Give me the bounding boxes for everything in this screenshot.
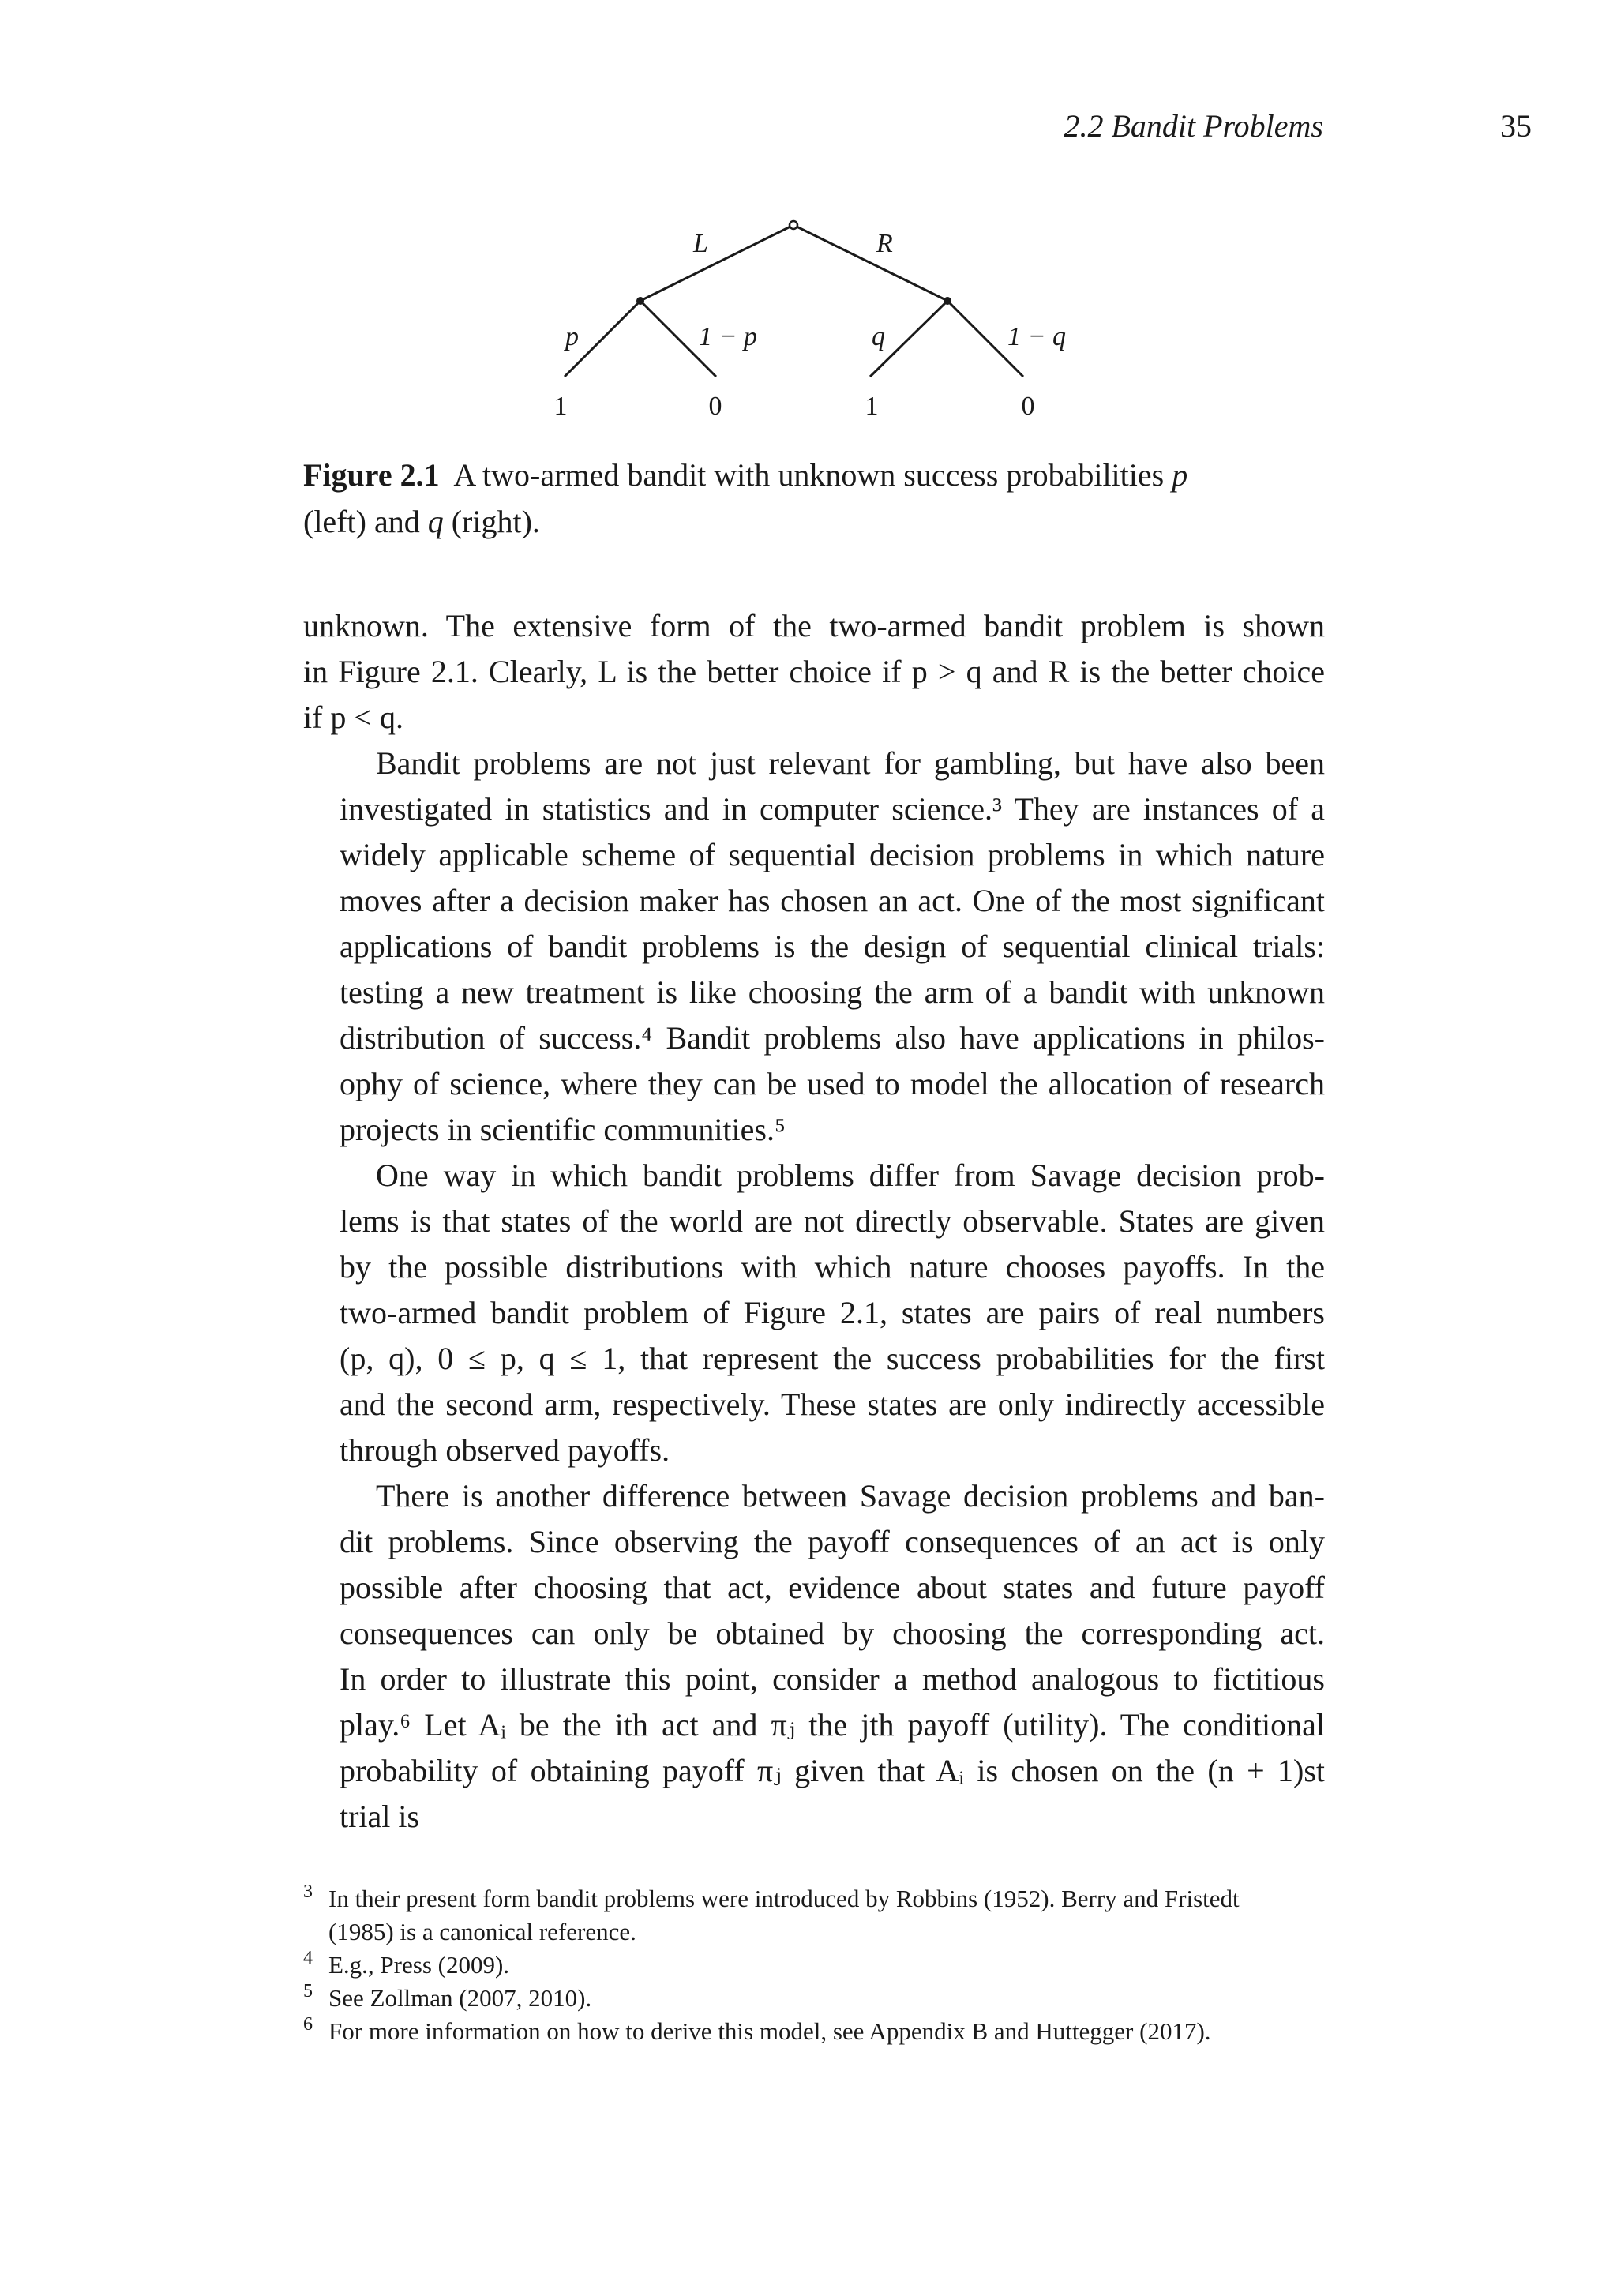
body-text [303, 603, 1325, 1840]
footnote-number: 4 [303, 1948, 313, 1968]
text-line: by the possible distributions with which nature chooses payoffs. In the [340, 1249, 1325, 1285]
payoff-leaf-1: 1 [553, 392, 568, 421]
chance-node-left [636, 297, 644, 305]
caption-text-3: (right). [443, 504, 540, 539]
text-line: consequences can only be obtained by choosing the corresponding act. [340, 1615, 1325, 1651]
payoff-leaf-3: 1 [865, 392, 879, 421]
caption-p: p [1172, 457, 1188, 493]
bandit-tree-diagram [537, 207, 1105, 436]
footnote-text: In their present form bandit problems were introduced by Robbins (1952). Berry and Fristedt [328, 1885, 1240, 1912]
payoff-leaf-4: 0 [1021, 392, 1035, 421]
footnote-4 [303, 1949, 1330, 1982]
label-branch-left: L [693, 229, 708, 258]
text-line: In order to illustrate this point, consider a method analogous to fictitious [340, 1661, 1325, 1697]
text-line: trial is [340, 1799, 420, 1834]
chance-node-right [944, 297, 951, 305]
text-line: widely applicable scheme of sequential decision problems in which nature [340, 837, 1325, 872]
text-line: One way in which bandit problems differ from Savage decision prob- [376, 1157, 1325, 1193]
footnotes [303, 1882, 1330, 2048]
payoff-leaf-2: 0 [708, 392, 722, 421]
root-node [790, 221, 797, 229]
footnote-number: 5 [303, 1981, 313, 2001]
text-line: investigated in statistics and in computer science.³ They are instances of a [340, 791, 1325, 827]
label-right-1mq: 1 − q [1007, 322, 1066, 351]
paragraph-3 [303, 1153, 1325, 1473]
footnote-3 [303, 1882, 1330, 1949]
text-line: There is another difference between Savage decision problems and ban- [376, 1478, 1325, 1514]
text-line: probability of obtaining payoff πⱼ given that Aᵢ is chosen on the (n + 1)st [340, 1753, 1325, 1788]
text-line: two-armed bandit problem of Figure 2.1, states are pairs of real numbers [340, 1295, 1325, 1330]
paragraph-4 [303, 1473, 1325, 1840]
caption-q: q [427, 504, 444, 539]
text-line: lems is that states of the world are not directly observable. States are given [340, 1203, 1325, 1239]
text-line: possible after choosing that act, evidence about states and future payoff [340, 1570, 1325, 1605]
label-right-q: q [872, 322, 885, 351]
footnote-5 [303, 1982, 1330, 2015]
text-line: moves after a decision maker has chosen an act. One of the most significant [340, 883, 1325, 918]
paragraph-2 [303, 741, 1325, 1153]
running-header: 2.2 Bandit Problems [1064, 108, 1323, 144]
text-line: and the second arm, respectively. These states are only indirectly accessible [340, 1386, 1325, 1422]
footnote-6 [303, 2015, 1330, 2048]
text-line: (p, q), 0 ≤ p, q ≤ 1, that represent the success probabilities for the first [340, 1341, 1325, 1376]
text-line: play.⁶ Let Aᵢ be the ith act and πⱼ the jth payoff (utility). The conditional [340, 1707, 1325, 1743]
text-line: if p < q. [303, 700, 403, 735]
footnote-text: (1985) is a canonical reference. [328, 1918, 636, 1945]
text-line: testing a new treatment is like choosing the arm of a bandit with unknown [340, 974, 1325, 1010]
figure-caption [303, 452, 1330, 545]
page-number: 35 [1500, 108, 1532, 144]
figure-label: Figure 2.1 [303, 457, 440, 493]
text-line: projects in scientific communities.⁵ [340, 1112, 786, 1147]
text-line: through observed payoffs. [340, 1432, 670, 1468]
edge-root-left [640, 225, 793, 301]
text-line: applications of bandit problems is the design of sequential clinical trials: [340, 929, 1325, 964]
text-line: unknown. The extensive form of the two-armed bandit problem is shown [303, 608, 1325, 643]
text-line: in Figure 2.1. Clearly, L is the better choice if p > q and R is the better choice [303, 654, 1325, 689]
text-line: distribution of success.⁴ Bandit problems also have applications in philos- [340, 1020, 1325, 1056]
text-line: dit problems. Since observing the payoff consequences of an act is only [340, 1524, 1325, 1559]
footnote-text: See Zollman (2007, 2010). [328, 1984, 592, 2012]
footnote-text: E.g., Press (2009). [328, 1951, 510, 1979]
text-line: ophy of science, where they can be used to model the allocation of research [340, 1066, 1325, 1101]
label-branch-right: R [876, 229, 893, 258]
footnote-number: 3 [303, 1881, 313, 1902]
paragraph-1 [303, 603, 1325, 741]
edge-root-right [793, 225, 947, 301]
label-left-1mp: 1 − p [699, 322, 757, 351]
caption-text-2: (left) and [303, 504, 428, 539]
label-left-p: p [565, 322, 579, 351]
footnote-text: For more information on how to derive this model, see Appendix B and Huttegger (2017). [328, 2017, 1211, 2045]
footnote-number: 6 [303, 2014, 313, 2035]
text-line: Bandit problems are not just relevant for gambling, but have also been [376, 745, 1325, 781]
caption-text-1: A two-armed bandit with unknown success probabilities [453, 457, 1172, 493]
